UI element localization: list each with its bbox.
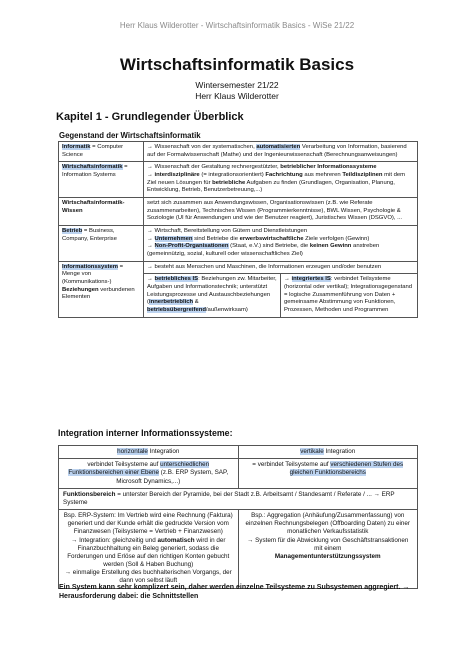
table-row (59, 198, 418, 226)
term-highlight: Betrieb (62, 228, 83, 235)
table-row (59, 162, 418, 198)
def-line (147, 172, 414, 195)
term-text: = Business, Company, Enterprise (62, 228, 117, 242)
example-line: Bsp. ERP-System: Im Vertrieb wird eine Rechnung (Faktura) generiert und der Kunde erhält die gedruckte Version vom Finanzwesen (Teilsysteme = Vertrieb + Finanzwesen) (63, 512, 233, 536)
def-text: (Staat, e.V.) sind Betriebe, die (228, 243, 310, 250)
term-cell (59, 261, 144, 317)
desc-highlight: verschiedenen Stufen des gleichen Funktionsbereichs (289, 461, 404, 477)
definition-cell (144, 226, 418, 262)
def-text: anstreben (gemeinnützig, sozial, kulturell oder wissenschaftliches Ziel) (147, 243, 380, 258)
chapter-heading: Kapitel 1 - Grundlegender Überblick (56, 111, 244, 123)
table-row (59, 510, 418, 589)
def-line (147, 164, 414, 172)
definition-cell: → besteht aus Menschen und Maschinen, die Informationen erzeugen und/oder benutzen (144, 261, 418, 274)
def-text: Aufgaben zu finden (Grundlagen, Organisation, Planung, Entwicklung, Betrieb, Benutzerbetreuung,...) (147, 179, 395, 194)
example-line: → System für die Abwicklung von Geschäftstransaktionen mit einem (247, 536, 409, 552)
def-line: → Wirtschaft, Bereitstellung von Gütern und Dienstleistungen (147, 228, 308, 235)
split-cell (144, 274, 418, 317)
table-row (59, 261, 418, 274)
desc-cell (238, 459, 418, 489)
def-text: (= integrationsorientiert) (199, 172, 266, 179)
table-row (59, 446, 418, 459)
table-row (59, 142, 418, 162)
term-text: = Information Systems (62, 164, 128, 179)
def-text: sind Betriebe die (192, 235, 240, 242)
term-cell (59, 162, 144, 198)
page-header: Herr Klaus Wilderotter - Wirtschaftsinformatik Basics - WiSe 21/22 (119, 21, 355, 30)
def-text: Ziele verfolgen (Gewinn) (303, 235, 370, 242)
term-highlight: Informationssystem (62, 263, 118, 270)
def-highlight: integriertes IS (291, 276, 331, 283)
term-bold: Beziehungen (62, 286, 99, 293)
term-text: verbundenen Elementen (62, 286, 135, 301)
def-text: → Wissenschaft von der systematischen, (147, 144, 257, 150)
term-cell (59, 142, 144, 162)
def-bold: erwerbswirtschaftliche (239, 235, 304, 242)
desc-highlight: unterschiedlichen Funktionsbereichen einer Ebene (68, 461, 210, 477)
def-text: → (147, 172, 155, 179)
header-text: Integration (147, 448, 180, 455)
def-text: mit dem Ziel neuen Lösungen für (147, 172, 406, 186)
def-line (147, 236, 414, 244)
desc-cell (59, 459, 239, 489)
term-cell: Wirtschaftsinformatik-Wissen (59, 198, 144, 226)
def-highlight: betriebliches IS (154, 276, 199, 283)
term-text: = Menge von (Kommunikations-) (62, 263, 124, 286)
def-text: → (147, 235, 155, 242)
term-highlight: Informatik (62, 144, 91, 150)
document-title: Wirtschaftsinformatik Basics (119, 55, 355, 74)
def-text: /außenwirksam) (205, 307, 248, 314)
table-row (59, 459, 418, 489)
definitions-table (58, 141, 418, 318)
def-highlight: innerbetrieblich (148, 299, 194, 306)
def-bold: betriebliche (212, 179, 246, 186)
footer-text (59, 583, 421, 601)
def-text: aus mehreren (302, 172, 343, 179)
integration-heading: Integration interner Informationssysteme: (58, 428, 233, 438)
split-table (144, 274, 417, 316)
def-highlight: Unternehmen (154, 235, 193, 242)
term-highlight: Wirtschaftsinformatik (62, 164, 123, 171)
full-text: = unterster Bereich der Pyramide, bei der Stadt z.B. Arbeitsamt / Standesamt / Referate / ... → ERP Systeme (63, 490, 395, 506)
header-highlight: vertikale (300, 448, 324, 455)
subcell-right (281, 274, 418, 316)
example-bold: automatisch (157, 536, 195, 544)
example-cell (59, 510, 239, 589)
def-bold: Fachrichtung (265, 172, 303, 179)
table-row (59, 226, 418, 262)
example-line: Managementunterstützungssystem (274, 552, 381, 560)
example-line: Bsp.: Aggregation (Anhäufung/Zusammenfassung) von einzelnen Rechnungsbelegen (Offboarding Daten) zu einer monatlichen Verkaufsstatistik (245, 512, 410, 536)
integration-table (58, 445, 418, 589)
def-bold: keinen Gewinn (309, 243, 352, 250)
table-row (59, 488, 418, 509)
header-cell (59, 446, 239, 459)
term-cell (59, 226, 144, 262)
term-text: = Computer Science (62, 144, 124, 158)
def-text: → (284, 276, 292, 283)
header-cell (238, 446, 418, 459)
def-text: → (147, 243, 155, 250)
desc-text: (z.B. ERP System, SAP, Microsoft Dynamics,...) (116, 469, 229, 485)
def-text: : Beziehungen zw. Mitarbeiter, Aufgaben und Informationstechnik; unterstützt Leistungsprozesse und Austauschbeziehungen ( (147, 276, 277, 306)
def-text: → (147, 276, 155, 283)
professor-line: Herr Klaus Wilderotter (195, 91, 279, 101)
section-heading: Gegenstand der Wirtschaftsinformatik (59, 131, 201, 140)
definition-cell (144, 142, 418, 162)
full-cell (59, 488, 418, 509)
header-text: Integration (323, 448, 356, 455)
example-line: → einmalige Erstellung des buchhalterischen Vorgangs, der dann von selbst läuft (64, 569, 232, 585)
desc-text: verbindet Teilsysteme auf (87, 461, 161, 469)
def-text: & (193, 299, 199, 306)
desc-text: = verbindet Teilsysteme auf (252, 461, 331, 469)
definition-cell (144, 162, 418, 198)
example-text: → Integration: gleichzeitig und (71, 536, 158, 544)
example-line (63, 537, 234, 570)
def-text: Verarbeitung von Information, basierend auf der Formalwissenschaft (Mathe) und der Ingenieurwissenschaft (Berechnungsanweisungen) (147, 144, 407, 158)
def-line (147, 243, 414, 258)
def-text: : verbindet Teilsysteme (horizontal oder vertikal); Integrationsgegenstand = logische Zusammenführung von Daten + gemeinsame Abstimmung von Funktionen, Prozessen, Methoden und Programmen (284, 276, 413, 314)
def-highlight: automatisierten (256, 144, 301, 150)
def-highlight: betriebsübergreifend (147, 307, 206, 314)
def-bold: Teildisziplinen (342, 172, 383, 179)
definition-cell: setzt sich zusammen aus Anwendungswissen, Organisationswissen (z.B. wie Referate zusammenarbeiten), Technisches Wissen (Programmierkenntnisse), BWL Wissen, Psychologie & Soziologie (UI für Anwendungen und wie der Benutzer reagiert), Juristisches Wissen (DSGVO), ... (144, 198, 418, 226)
def-text: → Wissenschaft der Gestaltung rechnergestützter, (147, 164, 281, 171)
def-bold: betrieblicher Informationssysteme (280, 164, 377, 171)
full-bold: Funktionsbereich (63, 490, 116, 498)
footer-part: Ein System kann sehr komplizert sein, daher werden einzelne Teilsysteme zu Subsystemen aggregiert. → Herausforderung dabei: die (59, 584, 410, 601)
footer-part: Schnittstellen (152, 593, 199, 601)
def-highlight: Non-Profit-Organisationen (154, 243, 229, 250)
header-highlight: horizontale (117, 448, 148, 455)
semester-line: Wintersemester 21/22 (195, 80, 279, 90)
example-text: wird in der Finanzbuchhaltung ein Beleg generiert, sodass die Forderungen und Erlöse auf den richtigen Konten gebucht werden (Soll & Haben Buchung) (67, 536, 230, 569)
example-cell (238, 510, 418, 589)
def-bold: interdisziplinäre (154, 172, 200, 179)
subcell-left (144, 274, 281, 316)
